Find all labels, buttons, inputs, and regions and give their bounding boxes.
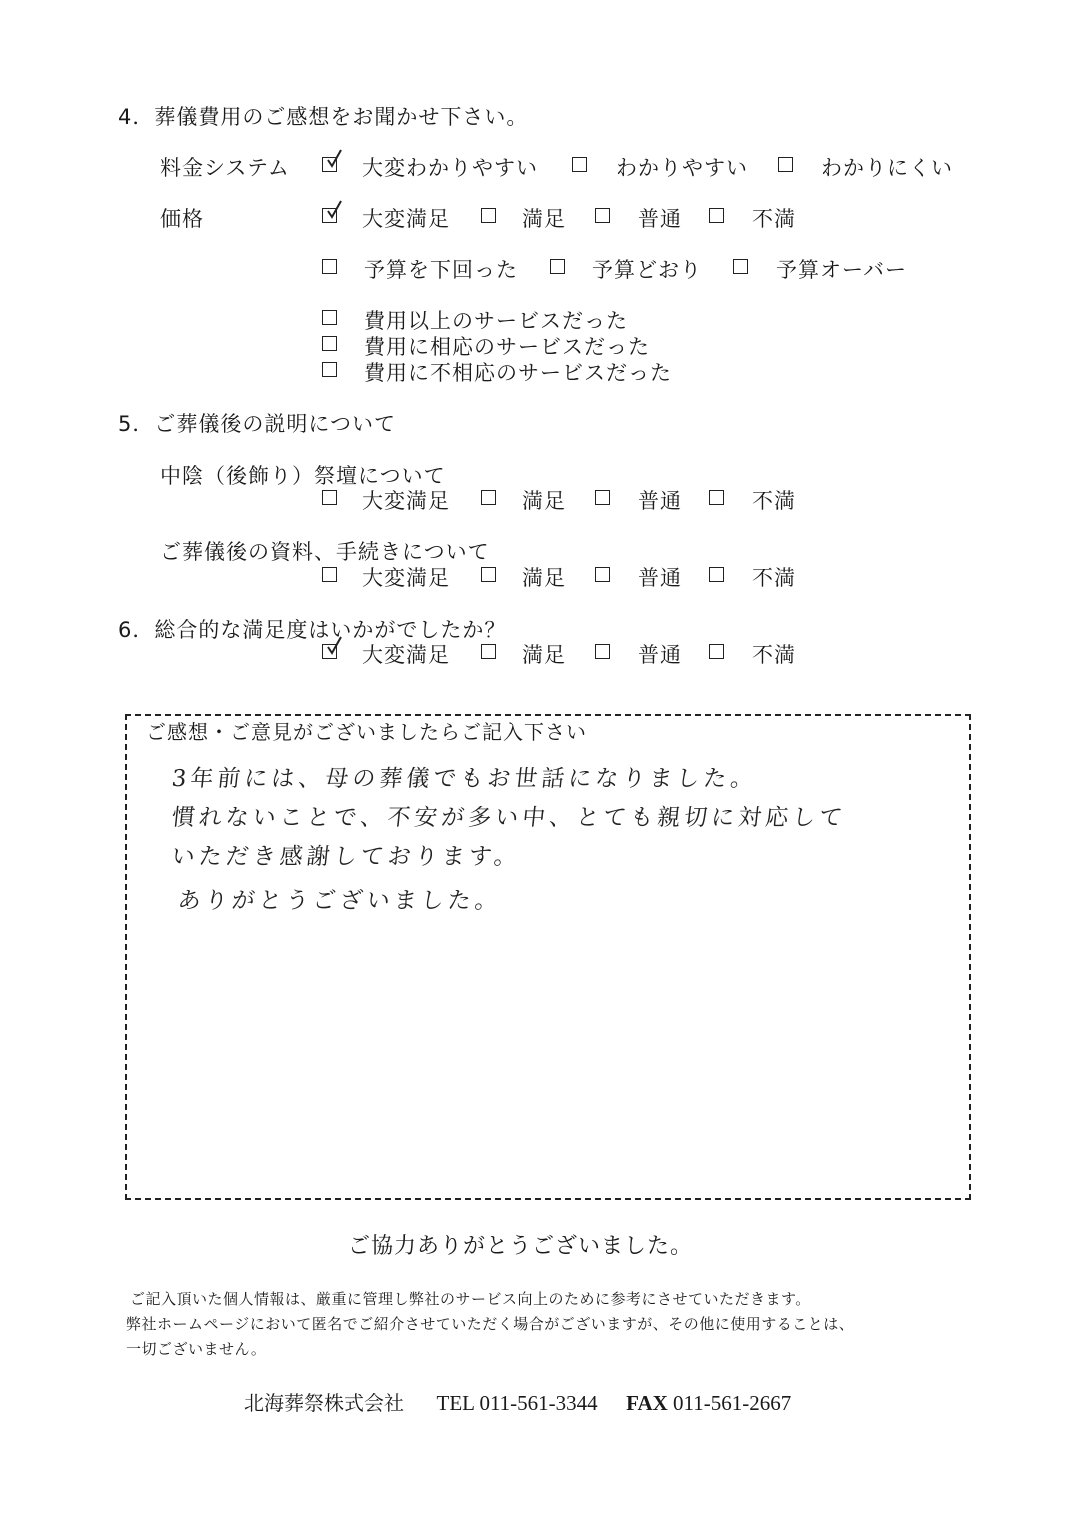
checkbox-system-very-clear[interactable] xyxy=(322,157,337,172)
footer xyxy=(244,1387,791,1416)
q6-title: 6．総合的な満足度はいかがでしたか？ xyxy=(118,618,507,642)
option-overall-satisfied: 満足 xyxy=(522,643,566,667)
footer-company: 北海葬祭株式会社 xyxy=(244,1391,404,1415)
q5-altar-label: 中陰（後飾り）祭壇について xyxy=(160,464,446,488)
option-price-very-satisfied: 大変満足 xyxy=(362,207,450,231)
option-price-dissatisfied: 不満 xyxy=(752,207,796,231)
checkbox-docs-very-satisfied[interactable] xyxy=(322,567,337,582)
option-budget-on: 予算どおり xyxy=(592,258,702,282)
checkbox-overall-satisfied[interactable] xyxy=(481,644,496,659)
checkbox-altar-dissatisfied[interactable] xyxy=(709,490,724,505)
checkbox-altar-satisfied[interactable] xyxy=(481,490,496,505)
checkbox-overall-very-satisfied[interactable] xyxy=(322,644,337,659)
checkbox-budget-under[interactable] xyxy=(322,259,337,274)
option-system-clear: わかりやすい xyxy=(616,156,748,180)
comment-line-4: ありがとうございました。 xyxy=(176,888,504,914)
privacy-note-2: 弊社ホームページにおいて匿名でご紹介させていただく場合がございますが、その他に使用することは、 xyxy=(126,1315,855,1333)
option-altar-dissatisfied: 不満 xyxy=(752,489,796,513)
footer-tel: TEL 011-561-3344 xyxy=(436,1391,598,1415)
option-value-below: 費用に不相応のサービスだった xyxy=(364,361,672,385)
option-price-satisfied: 満足 xyxy=(522,207,566,231)
checkbox-docs-normal[interactable] xyxy=(595,567,610,582)
checkbox-altar-very-satisfied[interactable] xyxy=(322,490,337,505)
option-value-above: 費用以上のサービスだった xyxy=(364,309,628,333)
checkbox-docs-satisfied[interactable] xyxy=(481,567,496,582)
comment-line-3: いただき感謝しております。 xyxy=(170,844,523,870)
check-mark-icon xyxy=(325,199,343,221)
checkbox-system-clear[interactable] xyxy=(572,157,587,172)
checkbox-value-above[interactable] xyxy=(322,310,337,325)
checkbox-docs-dissatisfied[interactable] xyxy=(709,567,724,582)
checkbox-overall-dissatisfied[interactable] xyxy=(709,644,724,659)
option-docs-normal: 普通 xyxy=(638,566,682,590)
q4-system-label: 料金システム xyxy=(160,156,290,180)
checkbox-price-dissatisfied[interactable] xyxy=(709,208,724,223)
option-docs-satisfied: 満足 xyxy=(522,566,566,590)
option-price-normal: 普通 xyxy=(638,207,682,231)
checkbox-budget-on[interactable] xyxy=(550,259,565,274)
option-docs-very-satisfied: 大変満足 xyxy=(362,566,450,590)
option-altar-normal: 普通 xyxy=(638,489,682,513)
comment-line-1: 3年前には、母の葬儀でもお世話になりました。 xyxy=(170,766,759,792)
checkbox-price-satisfied[interactable] xyxy=(481,208,496,223)
check-mark-icon xyxy=(325,635,343,657)
check-mark-icon xyxy=(325,148,343,170)
comment-title: ご感想・ご意見がございましたらご記入下さい xyxy=(146,716,593,745)
option-budget-under: 予算を下回った xyxy=(364,258,518,282)
q5-docs-label: ご葬儀後の資料、手続きについて xyxy=(160,540,490,564)
checkbox-system-unclear[interactable] xyxy=(778,157,793,172)
q4-price-label: 価格 xyxy=(160,207,204,231)
checkbox-price-very-satisfied[interactable] xyxy=(322,208,337,223)
option-overall-dissatisfied: 不満 xyxy=(752,643,796,667)
option-system-very-clear: 大変わかりやすい xyxy=(362,156,538,180)
q4-title: 4．葬儀費用のご感想をお聞かせ下さい。 xyxy=(118,105,529,129)
checkbox-altar-normal[interactable] xyxy=(595,490,610,505)
option-overall-very-satisfied: 大変満足 xyxy=(362,643,450,667)
q5-title: 5．ご葬儀後の説明について xyxy=(118,412,396,436)
thanks-message: ご協力ありがとうございました。 xyxy=(348,1234,694,1259)
option-value-matching: 費用に相応のサービスだった xyxy=(364,335,650,359)
privacy-note-1: ご記入頂いた個人情報は、厳重に管理し弊社のサービス向上のために参考にさせていただきます。 xyxy=(130,1290,811,1308)
checkbox-value-matching[interactable] xyxy=(322,336,337,351)
privacy-note-3: 一切ございません。 xyxy=(126,1340,267,1358)
option-altar-satisfied: 満足 xyxy=(522,489,566,513)
comment-line-2: 慣れないことで、不安が多い中、とても親切に対応して xyxy=(170,805,848,831)
option-docs-dissatisfied: 不満 xyxy=(752,566,796,590)
checkbox-overall-normal[interactable] xyxy=(595,644,610,659)
option-system-unclear: わかりにくい xyxy=(821,156,953,180)
footer-fax: FAX 011-561-2667 xyxy=(626,1391,792,1415)
option-budget-over: 予算オーバー xyxy=(776,258,907,282)
checkbox-budget-over[interactable] xyxy=(733,259,748,274)
checkbox-value-below[interactable] xyxy=(322,362,337,377)
checkbox-price-normal[interactable] xyxy=(595,208,610,223)
option-overall-normal: 普通 xyxy=(638,643,682,667)
option-altar-very-satisfied: 大変満足 xyxy=(362,489,450,513)
